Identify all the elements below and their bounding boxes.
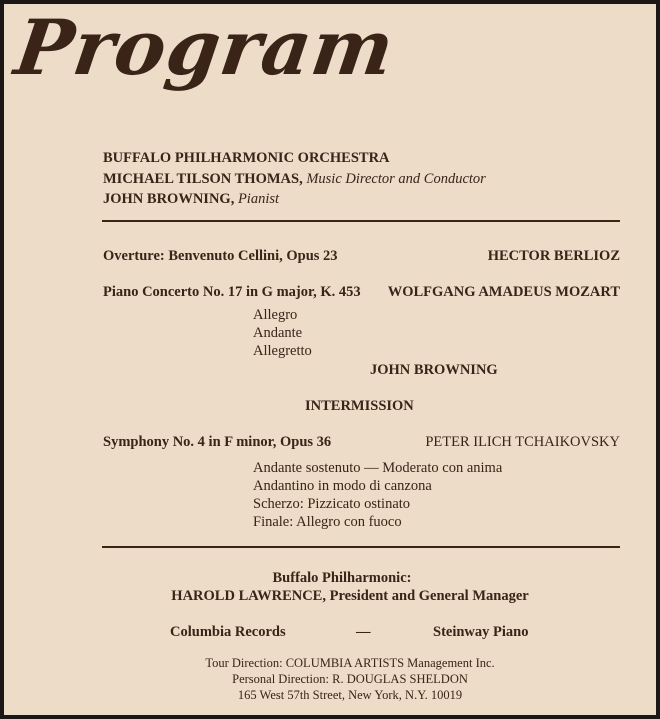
piece2-movement: Andante: [253, 325, 303, 341]
program-page: [4, 4, 656, 715]
pianist-name: JOHN BROWNING,: [103, 191, 235, 207]
intermission-label: INTERMISSION: [305, 398, 414, 414]
bottom-divider: [102, 546, 620, 548]
piece1-title: Overture: Benvenuto Cellini, Opus 23: [103, 248, 338, 264]
conductor-name: MICHAEL TILSON THOMAS,: [103, 171, 303, 187]
piece2-movement: Allegro: [253, 307, 298, 323]
footer-dash: —: [356, 624, 371, 640]
piece3-movement: Finale: Allegro con fuoco: [253, 514, 402, 530]
pianist-line: [103, 191, 279, 208]
footer-piano: Steinway Piano: [433, 624, 529, 640]
piece2-title: Piano Concerto No. 17 in G major, K. 453: [103, 284, 361, 300]
footer-manager: HAROLD LAWRENCE, President and General Manager: [171, 588, 529, 604]
piece3-title: Symphony No. 4 in F minor, Opus 36: [103, 434, 332, 450]
footer-records: Columbia Records: [170, 624, 286, 640]
pianist-role: Pianist: [237, 191, 280, 207]
footer-org: Buffalo Philharmonic:: [272, 570, 412, 586]
piece3-movement: Scherzo: Pizzicato ostinato: [253, 496, 411, 512]
piece1-composer: HECTOR BERLIOZ: [487, 248, 620, 264]
piece3-movement: Andantino in modo di canzona: [253, 478, 432, 494]
piece2-movement: Allegretto: [253, 343, 312, 359]
piece3-movement: Andante sostenuto — Moderato con anima: [253, 460, 503, 476]
footer-address: 165 West 57th Street, New York, N.Y. 10019: [237, 688, 463, 702]
page-title: Program: [9, 3, 401, 92]
piece2-composer: WOLFGANG AMADEUS MOZART: [387, 284, 620, 300]
conductor-line: [103, 171, 486, 188]
piece2-soloist: JOHN BROWNING: [370, 362, 498, 378]
conductor-role: Music Director and Conductor: [306, 171, 486, 187]
top-divider: [102, 220, 620, 222]
footer-personal: Personal Direction: R. DOUGLAS SHELDON: [232, 672, 468, 686]
piece3-composer: PETER ILICH TCHAIKOVSKY: [425, 434, 620, 450]
footer-tour: Tour Direction: COLUMBIA ARTISTS Management Inc.: [205, 656, 495, 670]
orchestra-name: BUFFALO PHILHARMONIC ORCHESTRA: [103, 150, 390, 166]
